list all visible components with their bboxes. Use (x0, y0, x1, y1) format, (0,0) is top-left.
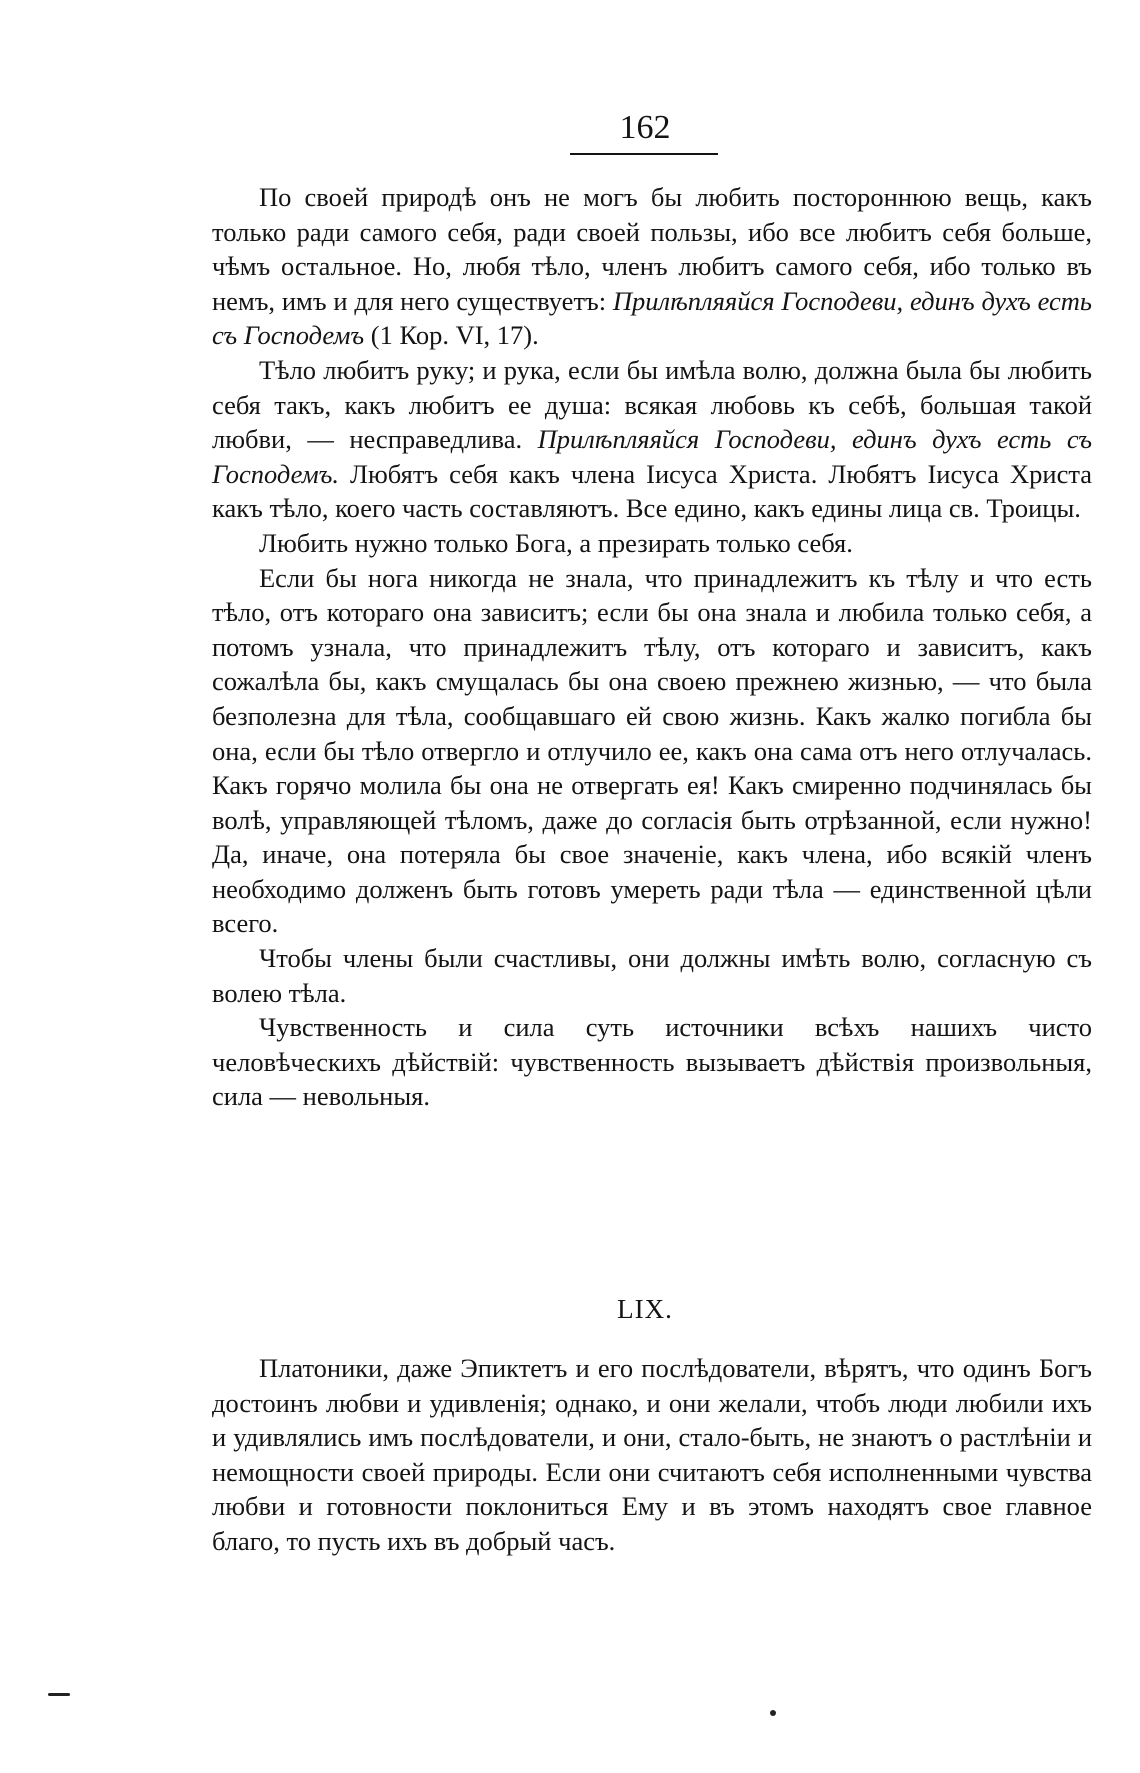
paragraph-2-continuation: Любятъ себя какъ члена Iисуса Христа. Любятъ Iисуса Христа какъ тѣло, коего часть составляютъ. Все едино, какъ едины лица св. Троицы. (212, 458, 1092, 524)
paragraph-5: Чтобы члены были счастливы, они должны имѣть волю, согласную съ волею тѣла. (212, 943, 1092, 1008)
paragraph-1-text: По своей природѣ онъ не могъ бы любить постороннюю вещь, какъ только ради самого себя, ради своей пользы, ибо все любитъ себя больше, чѣмъ остальное. Но, любя тѣло, членъ любитъ самого себя, ибо только въ немъ, имъ и для него существуетъ: (212, 182, 1092, 316)
scan-speck-right (770, 1710, 776, 1716)
paragraph-4: Если бы нога никогда не знала, что принадлежитъ къ тѣлу и что есть тѣло, отъ котораго она зависитъ; если бы она знала и любила только себя, а потомъ узнала, что принадлежитъ тѣлу, отъ котораго и зависитъ, какъ сожалѣла бы, какъ смущалась бы она своею прежнею жизнью, — что была безполезна для тѣла, сообщавшаго ей свою жизнь. Какъ жалко погибла бы она, если бы тѣло отвергло и отлучило ее, какъ она сама отъ него отлучалась. Какъ горячо молила бы она не отвергать ея! Какъ смиренно подчинялась бы волѣ, управляющей тѣломъ, даже до согласiя быть отрѣзанной, если нужно! Да, иначе, она потеряла бы свое значенiе, какъ члена, ибо всякiй членъ необходимо долженъ быть готовъ умереть ради тѣла — единственной цѣли всего. (212, 562, 1092, 939)
paragraph-7: Платоники, даже Эпиктетъ и его послѣдователи, вѣрятъ, что одинъ Богъ достоинъ любви и удивленiя; однако, и они желали, чтобъ люди любили ихъ и удивлялись имъ послѣдователи, и они, стало-быть, не знаютъ о растлѣнiи и немощности своей природы. Если они считаютъ себя исполненными чувства любви и готовности поклониться Ему и въ этомъ находятъ свое главное благо, то пусть ихъ въ добрый часъ. (212, 1353, 1092, 1556)
paragraph-2-text: Тѣло любитъ руку; и рука, если бы имѣла волю, должна была бы любить себя такъ, какъ любитъ ее душа: всякая любовь къ себѣ, большая такой любви, — несправедлива. (212, 354, 1092, 455)
main-text-block (212, 180, 1092, 1114)
chapter-heading: LIX. (617, 1294, 673, 1324)
paragraph-1-reference: (1 Кор. VI, 17). (364, 320, 539, 351)
chapter-text-block (212, 1351, 1092, 1559)
paragraph-2-scripture-quote: Прилѣпляяйся Господеви, единъ духъ есть съ Господемъ. (212, 424, 1092, 489)
paragraph-1-scripture-quote: Прилѣпляяйся Господеви, единъ духъ есть съ Господемъ (212, 285, 1092, 351)
paragraph-1 (212, 180, 1092, 353)
page-number: 162 (619, 109, 671, 146)
page-number-rule (570, 153, 718, 155)
paragraph-6: Чувственность и сила суть источники всѣхъ нашихъ чисто человѣческихъ дѣйствiй: чувственность вызываетъ дѣйствiя произвольныя, сила — невольныя. (212, 1012, 1092, 1112)
paragraph-3: Любить нужно только Бога, а презирать только себя. (259, 527, 853, 558)
scan-speck-left (48, 1693, 70, 1696)
paragraph-2 (212, 353, 1092, 526)
